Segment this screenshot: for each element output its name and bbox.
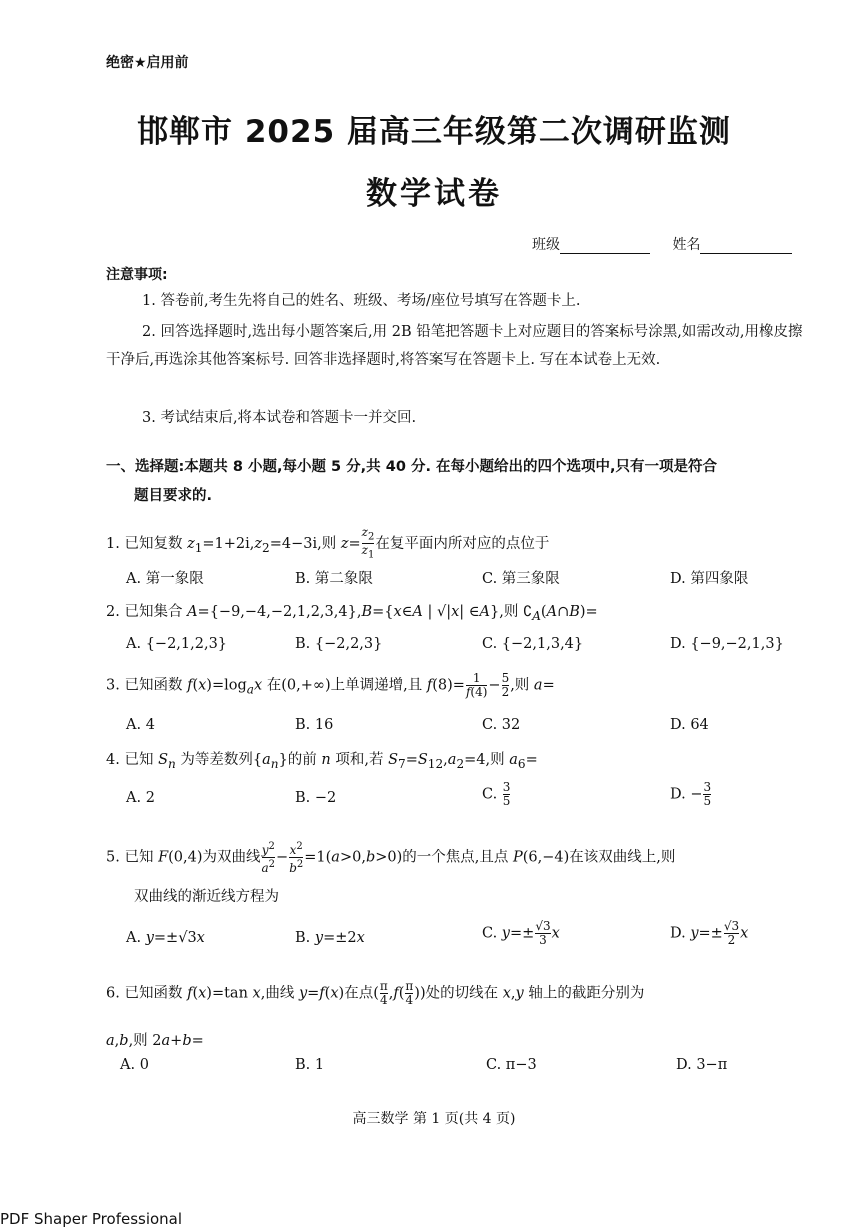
question-5-option-d: D. y=± $\frac{√3}{2}$ x bbox=[670, 919, 749, 947]
exam-title: 邯郸市 2025 届高三年级第二次调研监测 bbox=[137, 114, 731, 150]
question-6-option-c: C. π−3 bbox=[486, 1057, 537, 1073]
question-3-option-b: B. 16 bbox=[295, 717, 334, 733]
question-3-option-a: A. 4 bbox=[126, 717, 155, 733]
notice-item-3: 3. 考试结束后,将本试卷和答题卡一并交回. bbox=[142, 410, 417, 426]
question-1-option-a: A. 第一象限 bbox=[126, 571, 204, 587]
notice-heading: 注意事项: bbox=[106, 267, 168, 283]
class-label: 班级 bbox=[532, 237, 560, 253]
page-footer: 高三数学 第 1 页(共 4 页) bbox=[352, 1111, 516, 1127]
question-4-option-b: B. −2 bbox=[295, 790, 337, 806]
question-6-option-d: D. 3−π bbox=[676, 1057, 728, 1073]
question-2-option-d: D. {−9,−2,1,3} bbox=[670, 636, 784, 652]
student-info-fields bbox=[532, 234, 792, 254]
question-5-option-b: B. y=±2x bbox=[295, 930, 365, 946]
question-3-stem: 3. 已知函数 $f(x)=\log_ax$ 在(0,+∞)上单调递增,且 f(8)= $\frac{1}{f(4)}$ − $\frac{5}{2}$ ,则 a= bbox=[106, 671, 555, 699]
question-4-option-c: C. $\frac{3}{5}$ bbox=[482, 780, 511, 808]
question-3-option-d: D. 64 bbox=[670, 717, 709, 733]
question-2-option-b: B. {−2,2,3} bbox=[295, 636, 383, 652]
notice-item-2: 2. 回答选择题时,选出每小题答案后,用 2B 铅笔把答题卡上对应题目的答案标号涂黑,如需改动,用橡皮擦干净后,再选涂其他答案标号. 回答非选择题时,将答案写在答题卡上. 写在本试卷上无效. bbox=[106, 324, 803, 368]
question-6-option-b: B. 1 bbox=[295, 1057, 325, 1073]
question-1-option-d: D. 第四象限 bbox=[670, 571, 749, 587]
question-5-option-c: C. y=± $\frac{√3}{3}$ x bbox=[482, 919, 560, 947]
class-blank bbox=[560, 239, 650, 254]
question-1-option-c: C. 第三象限 bbox=[482, 571, 560, 587]
question-6-option-a: A. 0 bbox=[120, 1057, 149, 1073]
subject-title: 数学试卷 bbox=[366, 176, 502, 212]
question-1-option-b: B. 第二象限 bbox=[295, 571, 373, 587]
name-blank bbox=[700, 239, 792, 254]
section-heading-line2: 题目要求的. bbox=[134, 488, 213, 504]
question-1-stem: 1. 已知复数 $z_1=1+2i,z_2=4-3i$,则 z= $\frac{z_2}{z_1}$ 在复平面内所对应的点位于 bbox=[106, 525, 550, 561]
question-4-option-d: D. − $\frac{3}{5}$ bbox=[670, 780, 712, 808]
question-3-option-c: C. 32 bbox=[482, 717, 521, 733]
watermark: PDF Shaper Professional bbox=[0, 1210, 183, 1228]
question-4-stem: 4. 已知 $S_n$ 为等差数列$\{a_n\}$的前 n 项和,若 $S_7=S_{12},a_2=4$,则 $a_6=$ bbox=[106, 752, 538, 771]
notice-item-1: 1. 答卷前,考生先将自己的姓名、班级、考场/座位号填写在答题卡上. bbox=[142, 293, 581, 309]
question-5-option-a: A. y=±√3x bbox=[126, 930, 205, 946]
question-2-option-a: A. {−2,1,2,3} bbox=[126, 636, 228, 652]
question-6-stem-line1: 6. 已知函数 f(x)=tan x,曲线 y=f(x)在点( $\frac{\pi}{4}$ ,f( $\frac{\pi}{4}$ ))处的切线在 x,y 轴上的截距分别为 bbox=[106, 979, 645, 1007]
question-5-stem-line2: 双曲线的渐近线方程为 bbox=[134, 889, 279, 905]
question-6-stem-line2: a,b,则 2a+b= bbox=[106, 1033, 204, 1049]
section-heading-line1: 一、选择题:本题共 8 小题,每小题 5 分,共 40 分. 在每小题给出的四个选项中,只有一项是符合 bbox=[106, 459, 718, 475]
name-label: 姓名 bbox=[672, 237, 701, 253]
question-2-option-c: C. {−2,1,3,4} bbox=[482, 636, 584, 652]
question-5-stem-line1: 5. 已知 F(0,4)为双曲线 $\frac{y^2}{a^2}$ − $\frac{x^2}{b^2}$ =1(a>0,b>0)的一个焦点,且点 P(6,−4)在该双曲线上,则 bbox=[106, 841, 676, 875]
question-4-option-a: A. 2 bbox=[126, 790, 155, 806]
question-2-stem: 2. 已知集合 A={−9,−4,−2,1,2,3,4},B={x∈A | √|x| ∈A},则 $∁_A(A\cap B)=$ bbox=[106, 604, 598, 623]
confidential-label: 绝密★启用前 bbox=[106, 55, 189, 71]
